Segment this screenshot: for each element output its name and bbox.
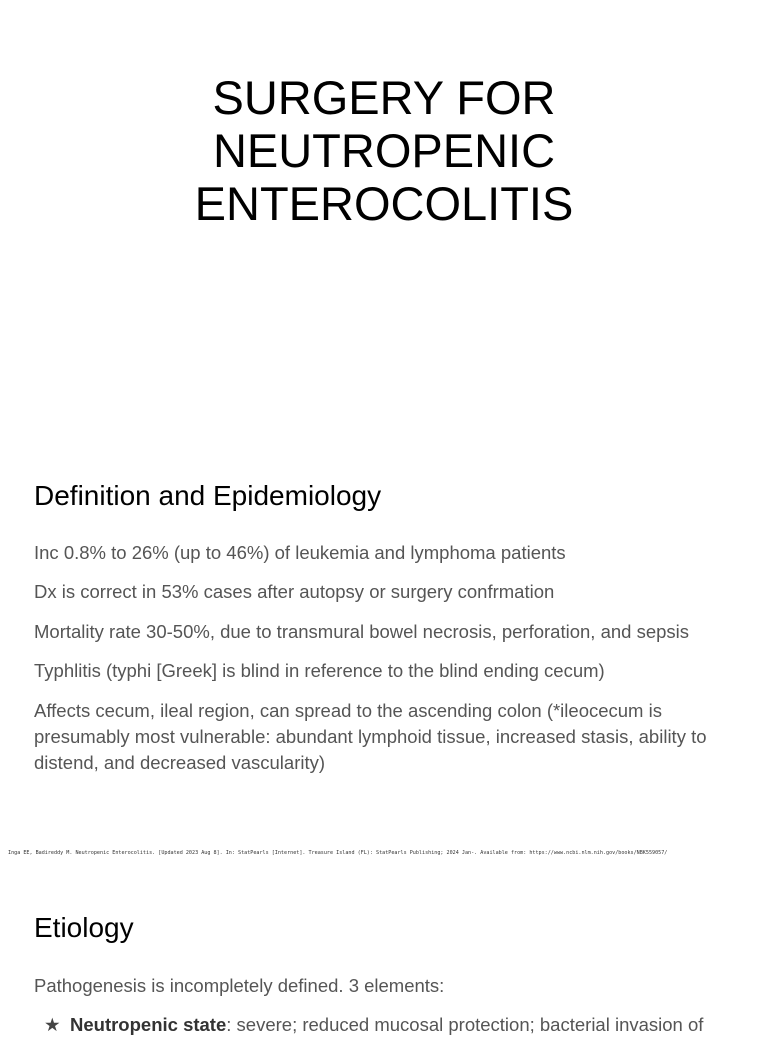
title-slide xyxy=(0,0,768,440)
slide-title xyxy=(0,71,768,230)
citation-reference: Inga EE, Badireddy M. Neutropenic Enterocolitis. [Updated 2023 Aug 8]. In: StatPearls [Internet]. Treasure Island (FL): StatPearls Publishing; 2024 Jan-. Available from: https://www.ncbi.nlm.nih.gov/books/NBK559057/ xyxy=(8,850,668,856)
etiology-heading: Etiology xyxy=(34,912,134,943)
paragraph-affected-region: Affects cecum, ileal region, can spread to the ascending colon (*ileocecum is presumably most vulnerable: abundant lymphoid tissue, increased stasis, ability to distend, and decreased vascularity) xyxy=(34,700,707,773)
bullet-text: : severe; reduced mucosal protection; bacterial invasion of xyxy=(226,1014,704,1035)
etiology-intro: Pathogenesis is incompletely defined. 3 elements: xyxy=(34,975,445,996)
definition-heading: Definition and Epidemiology xyxy=(34,480,382,511)
bullet-term: Neutropenic state xyxy=(70,1014,227,1035)
slide-title-line-2: NEUTROPENIC xyxy=(212,124,556,177)
paragraph-typhlitis: Typhlitis (typhi [Greek] is blind in reference to the blind ending cecum) xyxy=(34,660,605,681)
slide-title-line-1: SURGERY FOR xyxy=(212,71,556,124)
paragraph-incidence: Inc 0.8% to 26% (up to 46%) of leukemia and lymphoma patients xyxy=(34,542,566,563)
star-icon: ★ xyxy=(44,1015,61,1036)
slide-title-line-3: ENTEROCOLITIS xyxy=(194,177,574,230)
paragraph-diagnosis: Dx is correct in 53% cases after autopsy or surgery confrmation xyxy=(34,581,555,602)
bullet-item xyxy=(44,1012,744,1039)
paragraph-mortality: Mortality rate 30-50%, due to transmural bowel necrosis, perforation, and sepsis xyxy=(34,621,690,642)
